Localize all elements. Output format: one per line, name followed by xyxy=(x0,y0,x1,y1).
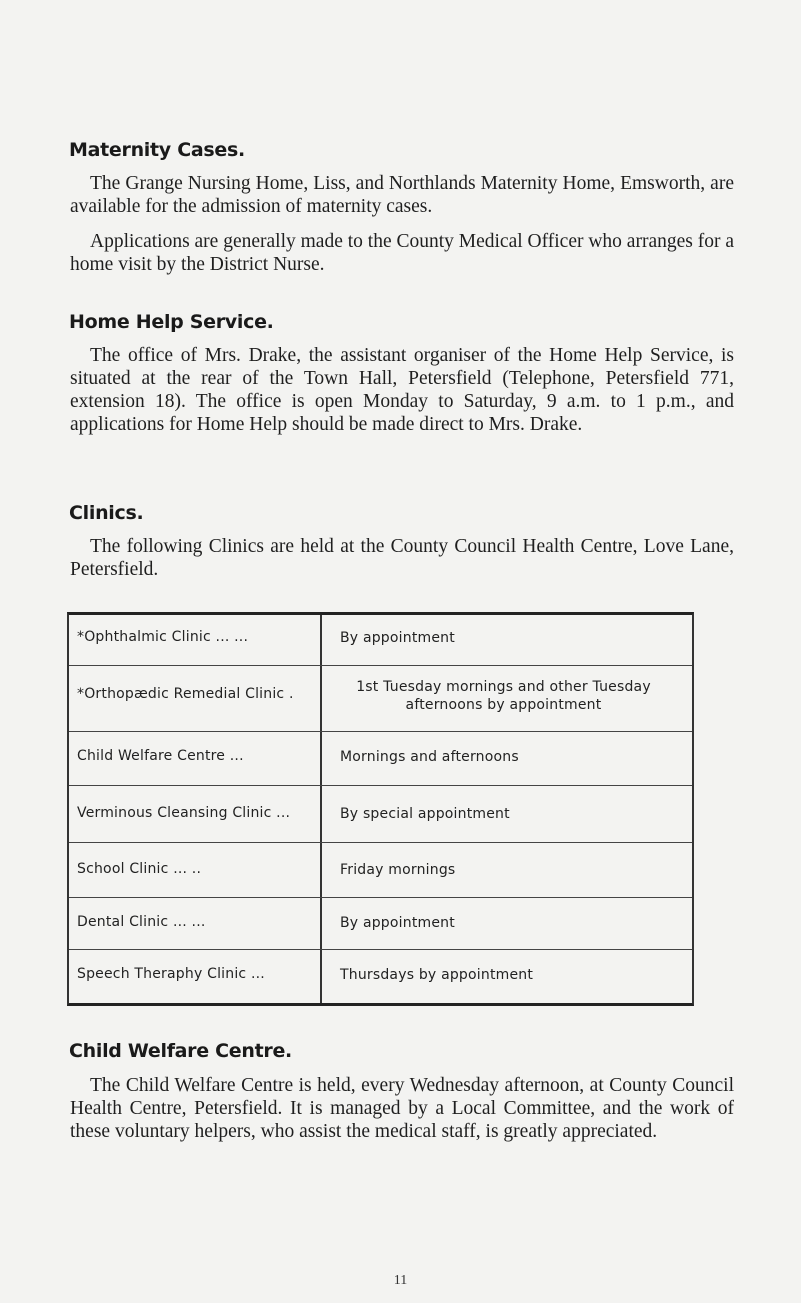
row-divider xyxy=(69,785,692,786)
row-divider xyxy=(69,731,692,732)
heading-child-welfare-centre: Child Welfare Centre. xyxy=(69,1040,292,1062)
row-divider xyxy=(69,897,692,898)
heading-maternity-cases: Maternity Cases. xyxy=(69,139,245,161)
clinic-schedule: Thursdays by appointment xyxy=(340,967,534,983)
clinic-schedule: By special appointment xyxy=(340,806,510,822)
table-column-divider xyxy=(320,615,322,1003)
clinic-schedule: Friday mornings xyxy=(340,862,456,878)
clinic-schedule: 1st Tuesday mornings and other Tuesday afternoons by appointment xyxy=(356,679,651,713)
clinic-name: School Clinic ... .. xyxy=(77,861,202,877)
heading-clinics: Clinics. xyxy=(69,502,144,524)
row-divider xyxy=(69,949,692,950)
clinic-name: *Orthopædic Remedial Clinic . xyxy=(77,686,294,702)
paragraph-home-help: The office of Mrs. Drake, the assistant organiser of the Home Help Service, is situated at the rear of the Town Hall, Petersfield (Telephone, Petersfield 771, extension 18). The office is open Monday to Saturday, 9 a.m. to 1 p.m., and applications for Home Help should be made direct to Mrs. Drake. xyxy=(70,345,734,435)
paragraph-clinics: The following Clinics are held at the County Council Health Centre, Love Lane, Petersfield. xyxy=(70,536,734,580)
clinic-name: *Ophthalmic Clinic ... ... xyxy=(77,629,249,645)
paragraph-child-welfare: The Child Welfare Centre is held, every Wednesday afternoon, at County Council Health Centre, Petersfield. It is managed by a Local Committee, and the work of these voluntary helpers, who assist the medical staff, is greatly appreciated. xyxy=(70,1075,734,1142)
heading-home-help: Home Help Service. xyxy=(69,311,274,333)
paragraph-maternity-homes: The Grange Nursing Home, Liss, and Northlands Maternity Home, Emsworth, are available for the admission of maternity cases. xyxy=(70,173,734,217)
clinic-schedule: By appointment xyxy=(340,630,455,646)
clinic-name: Speech Theraphy Clinic ... xyxy=(77,966,265,982)
clinic-schedule: By appointment xyxy=(340,915,455,931)
paragraph-maternity-applications: Applications are generally made to the County Medical Officer who arranges for a home visit by the District Nurse. xyxy=(70,231,734,275)
clinic-table xyxy=(67,612,694,1006)
clinic-schedule: Mornings and afternoons xyxy=(340,749,519,765)
clinic-name: Child Welfare Centre ... xyxy=(77,748,244,764)
page-number: 11 xyxy=(393,1273,408,1288)
row-divider xyxy=(69,665,692,666)
clinic-name: Verminous Cleansing Clinic ... xyxy=(77,805,291,821)
row-divider xyxy=(69,842,692,843)
clinic-name: Dental Clinic ... ... xyxy=(77,914,206,930)
